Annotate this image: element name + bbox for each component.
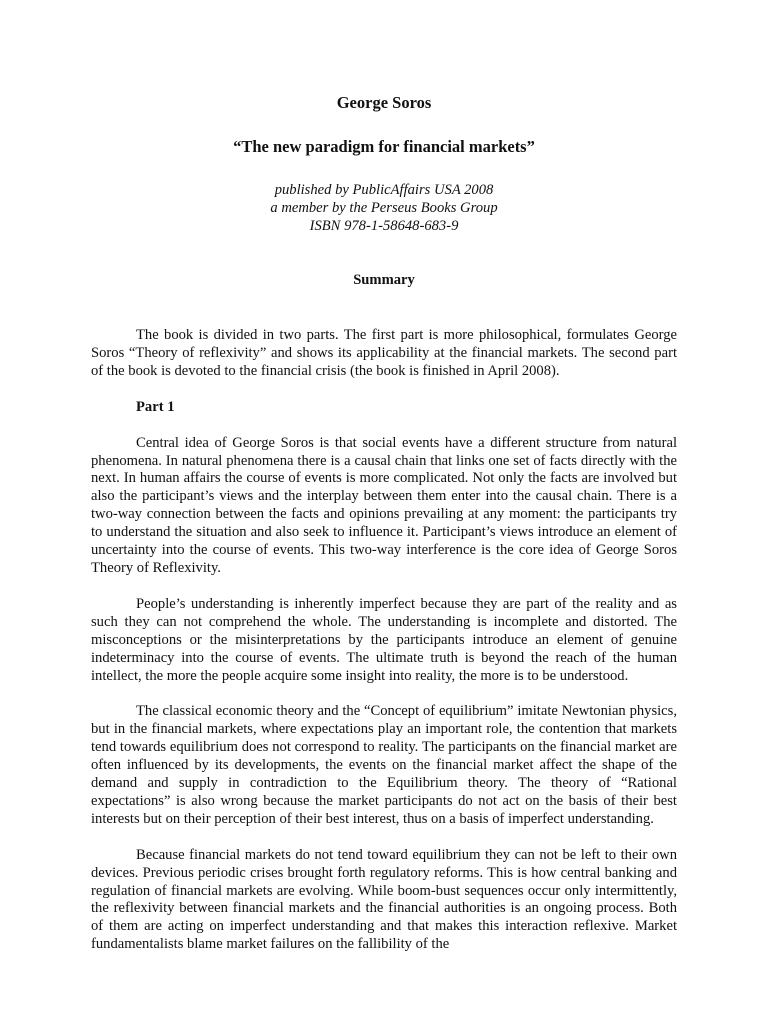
intro-paragraph: The book is divided in two parts. The first part is more philosophical, formulates George Soros “Theory of reflexivity” and shows its applicability at the financial markets. The second part of the book is devoted to the financial crisis (the book is finished in April 2008). <box>91 327 677 379</box>
document-body <box>91 327 677 972</box>
author-name: George Soros <box>336 93 432 112</box>
publisher-line: published by PublicAffairs USA 2008 <box>274 182 494 198</box>
book-title: “The new paradigm for financial markets” <box>233 137 535 156</box>
isbn-line: ISBN 978-1-58648-683-9 <box>309 218 459 234</box>
publication-info <box>0 181 768 235</box>
part-1-heading: Part 1 <box>136 398 175 415</box>
publisher-group-line: a member by the Perseus Books Group <box>270 200 498 216</box>
paragraph: People’s understanding is inherently imperfect because they are part of the reality and as such they can not comprehend the whole. The understanding is incomplete and distorted. The misconceptions or the misinterpretations by the participants introduce an element of genuine indeterminacy into the course of events. The ultimate truth is beyond the reach of the human intellect, the more the people acquire some insight into reality, the more is to be understood. <box>91 595 677 684</box>
paragraph: Central idea of George Soros is that social events have a different structure from natural phenomena. In natural phenomena there is a causal chain that links one set of facts directly with the next. In human affairs the course of events is more complicated. Not only the facts are involved but also the participant’s views and the interplay between them enter into the causal chain. There is a two-way connection between the facts and opinions prevailing at any moment: the participants try to understand the situation and also seek to influence it. Participant’s views introduce an element of uncertainty into the course of events. This two-way interference is the core idea of George Soros Theory of Reflexivity. <box>91 434 677 576</box>
paragraph: The classical economic theory and the “Concept of equilibrium” imitate Newtonian physics, but in the financial markets, where expectations play an important role, the contention that markets tend towards equilibrium does not correspond to reality. The participants on the financial market are often influenced by its developments, the events on the financial market affect the shape of the demand and supply in contradiction to the Equilibrium theory. The theory of “Rational expectations” is also wrong because the market participants do not act on the basis of their best interests but on their perception of their best interest, thus on a basis of imperfect understanding. <box>91 703 677 827</box>
summary-heading: Summary <box>353 272 415 288</box>
paragraph: Because financial markets do not tend toward equilibrium they can not be left to their own devices. Previous periodic crises brought forth regulatory reforms. This is how central banking and regulation of financial markets are evolving. While boom-bust sequences occur only intermittently, the reflexivity between financial markets and the financial authorities is an ongoing process. Both of them are acting on imperfect understanding and that makes this interaction reflexive. Market fundamentalists blame market failures on the fallibility of the <box>91 846 677 953</box>
